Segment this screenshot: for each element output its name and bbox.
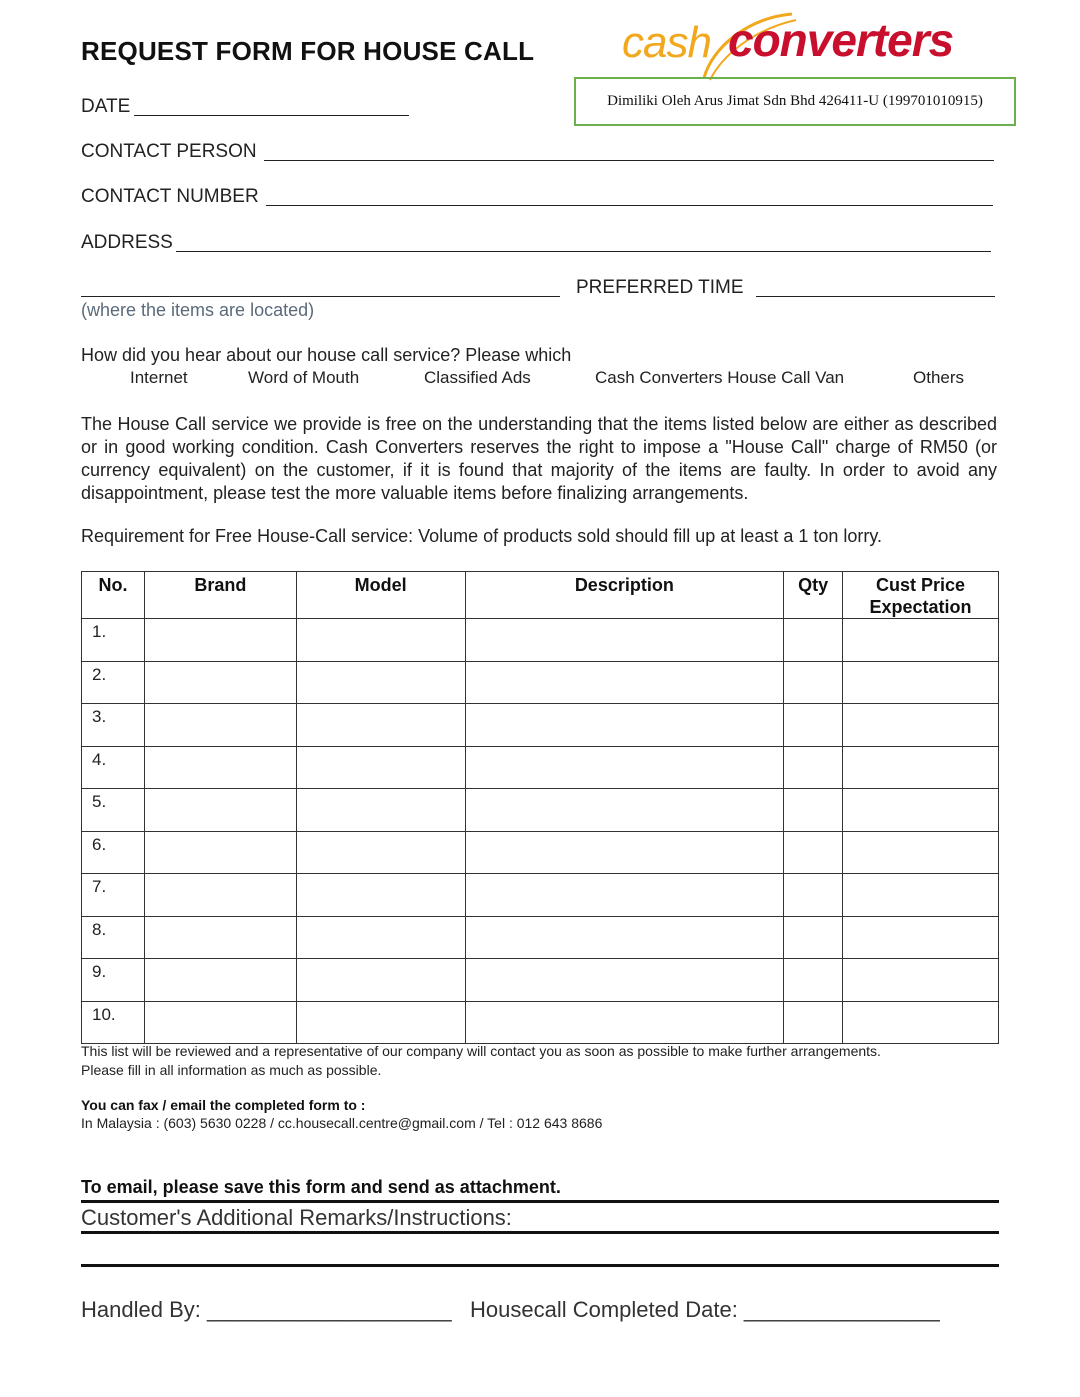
brand-cell[interactable] xyxy=(144,831,296,874)
header-no: No. xyxy=(82,572,145,619)
handled-by-field[interactable]: Handled By: ____________________ xyxy=(81,1297,452,1322)
contact-person-field[interactable] xyxy=(264,159,994,161)
date-field[interactable] xyxy=(134,114,409,116)
contact-person-label: CONTACT PERSON xyxy=(81,141,257,162)
price-cell[interactable] xyxy=(843,789,999,832)
model-cell[interactable] xyxy=(296,916,465,959)
fax-details: In Malaysia : (603) 5630 0228 / cc.housecall.centre@gmail.com / Tel : 012 643 8686 xyxy=(81,1115,603,1131)
table-row xyxy=(82,831,999,874)
qty-cell[interactable] xyxy=(784,959,843,1002)
model-cell[interactable] xyxy=(296,874,465,917)
model-cell[interactable] xyxy=(296,619,465,662)
option-internet[interactable]: Internet xyxy=(130,368,188,387)
table-header-row xyxy=(82,572,999,619)
price-cell[interactable] xyxy=(843,619,999,662)
model-cell[interactable] xyxy=(296,1001,465,1044)
survey-question: How did you hear about our house call service? Please which xyxy=(81,345,572,365)
model-cell[interactable] xyxy=(296,746,465,789)
model-cell[interactable] xyxy=(296,959,465,1002)
price-cell[interactable] xyxy=(843,831,999,874)
qty-cell[interactable] xyxy=(784,704,843,747)
items-table xyxy=(81,571,999,1044)
option-classified-ads[interactable]: Classified Ads xyxy=(424,368,531,387)
row-number: 4. xyxy=(82,746,145,789)
email-instruction: To email, please save this form and send as attachment. xyxy=(81,1177,561,1197)
contact-number-label: CONTACT NUMBER xyxy=(81,186,259,207)
brand-cell[interactable] xyxy=(144,1001,296,1044)
price-cell[interactable] xyxy=(843,959,999,1002)
price-cell[interactable] xyxy=(843,874,999,917)
header-cust-price: Cust Price Expectation xyxy=(843,572,999,619)
qty-cell[interactable] xyxy=(784,619,843,662)
row-number: 7. xyxy=(82,874,145,917)
fill-note: Please fill in all information as much as possible. xyxy=(81,1062,382,1078)
description-cell[interactable] xyxy=(465,959,784,1002)
description-cell[interactable] xyxy=(465,704,784,747)
fax-heading: You can fax / email the completed form to : xyxy=(81,1097,366,1113)
description-cell[interactable] xyxy=(465,661,784,704)
brand-cell[interactable] xyxy=(144,661,296,704)
price-cell[interactable] xyxy=(843,916,999,959)
address-field[interactable] xyxy=(176,250,991,252)
preferred-time-field[interactable] xyxy=(756,295,995,297)
review-note: This list will be reviewed and a representative of our company will contact you as soon as possible to make further arrangements. xyxy=(81,1043,881,1059)
qty-cell[interactable] xyxy=(784,661,843,704)
qty-cell[interactable] xyxy=(784,831,843,874)
description-cell[interactable] xyxy=(465,746,784,789)
option-others[interactable]: Others xyxy=(913,368,965,387)
header-brand: Brand xyxy=(144,572,296,619)
header-description: Description xyxy=(465,572,784,619)
description-cell[interactable] xyxy=(465,874,784,917)
brand-cell[interactable] xyxy=(144,704,296,747)
description-cell[interactable] xyxy=(465,789,784,832)
description-cell[interactable] xyxy=(465,916,784,959)
divider-top xyxy=(81,1200,999,1203)
model-cell[interactable] xyxy=(296,704,465,747)
table-row xyxy=(82,746,999,789)
price-cell[interactable] xyxy=(843,661,999,704)
date-label: DATE xyxy=(81,96,131,117)
brand-cell[interactable] xyxy=(144,959,296,1002)
header-qty: Qty xyxy=(784,572,843,619)
terms-paragraph: The House Call service we provide is free on the understanding that the items listed below are either as described or in good working condition. Cash Converters reserves the right to impose a "House Call" charge of RM50 (or currency equivalent) on the customer, if it is found that majority of the items are faulty. In order to avoid any disappointment, please test the more valuable items before finalizing arrangements. xyxy=(81,414,997,503)
price-cell[interactable] xyxy=(843,704,999,747)
price-cell[interactable] xyxy=(843,1001,999,1044)
requirement-text: Requirement for Free House-Call service: Volume of products sold should fill up at least a 1 ton lorry. xyxy=(81,526,883,546)
table-row xyxy=(82,789,999,832)
brand-cell[interactable] xyxy=(144,619,296,662)
contact-number-field[interactable] xyxy=(266,204,993,206)
preferred-time-label: PREFERRED TIME xyxy=(576,277,744,298)
model-cell[interactable] xyxy=(296,831,465,874)
cash-converters-logo xyxy=(622,8,992,83)
brand-cell[interactable] xyxy=(144,916,296,959)
remarks-label: Customer's Additional Remarks/Instructions: xyxy=(81,1205,512,1230)
option-house-call-van[interactable]: Cash Converters House Call Van xyxy=(595,368,845,387)
address-note: (where the items are located) xyxy=(81,300,315,320)
qty-cell[interactable] xyxy=(784,1001,843,1044)
brand-cell[interactable] xyxy=(144,874,296,917)
table-row xyxy=(82,661,999,704)
qty-cell[interactable] xyxy=(784,789,843,832)
qty-cell[interactable] xyxy=(784,874,843,917)
qty-cell[interactable] xyxy=(784,916,843,959)
completed-date-field[interactable]: Housecall Completed Date: ________________ xyxy=(470,1297,940,1322)
description-cell[interactable] xyxy=(465,1001,784,1044)
model-cell[interactable] xyxy=(296,661,465,704)
table-row xyxy=(82,619,999,662)
header-model: Model xyxy=(296,572,465,619)
logo-text-cash: cash xyxy=(622,18,711,67)
description-cell[interactable] xyxy=(465,619,784,662)
table-row xyxy=(82,1001,999,1044)
remarks-line-1[interactable] xyxy=(81,1231,999,1234)
form-title: REQUEST FORM FOR HOUSE CALL xyxy=(81,36,535,66)
price-cell[interactable] xyxy=(843,746,999,789)
row-number: 9. xyxy=(82,959,145,1002)
row-number: 10. xyxy=(82,1001,145,1044)
address-field-line2[interactable] xyxy=(81,295,560,297)
row-number: 5. xyxy=(82,789,145,832)
brand-cell[interactable] xyxy=(144,789,296,832)
qty-cell[interactable] xyxy=(784,746,843,789)
registration-text: Dimiliki Oleh Arus Jimat Sdn Bhd 426411-U (199701010915) xyxy=(607,93,983,109)
row-number: 1. xyxy=(82,619,145,662)
option-word-of-mouth[interactable]: Word of Mouth xyxy=(248,368,360,387)
address-label: ADDRESS xyxy=(81,232,173,253)
row-number: 2. xyxy=(82,661,145,704)
logo-text-converters: converters xyxy=(728,14,954,66)
row-number: 8. xyxy=(82,916,145,959)
remarks-line-2[interactable] xyxy=(81,1264,999,1267)
table-row xyxy=(82,959,999,1002)
brand-cell[interactable] xyxy=(144,746,296,789)
row-number: 3. xyxy=(82,704,145,747)
registration-box xyxy=(574,77,1016,126)
table-row xyxy=(82,916,999,959)
row-number: 6. xyxy=(82,831,145,874)
table-row xyxy=(82,704,999,747)
description-cell[interactable] xyxy=(465,831,784,874)
model-cell[interactable] xyxy=(296,789,465,832)
table-row xyxy=(82,874,999,917)
